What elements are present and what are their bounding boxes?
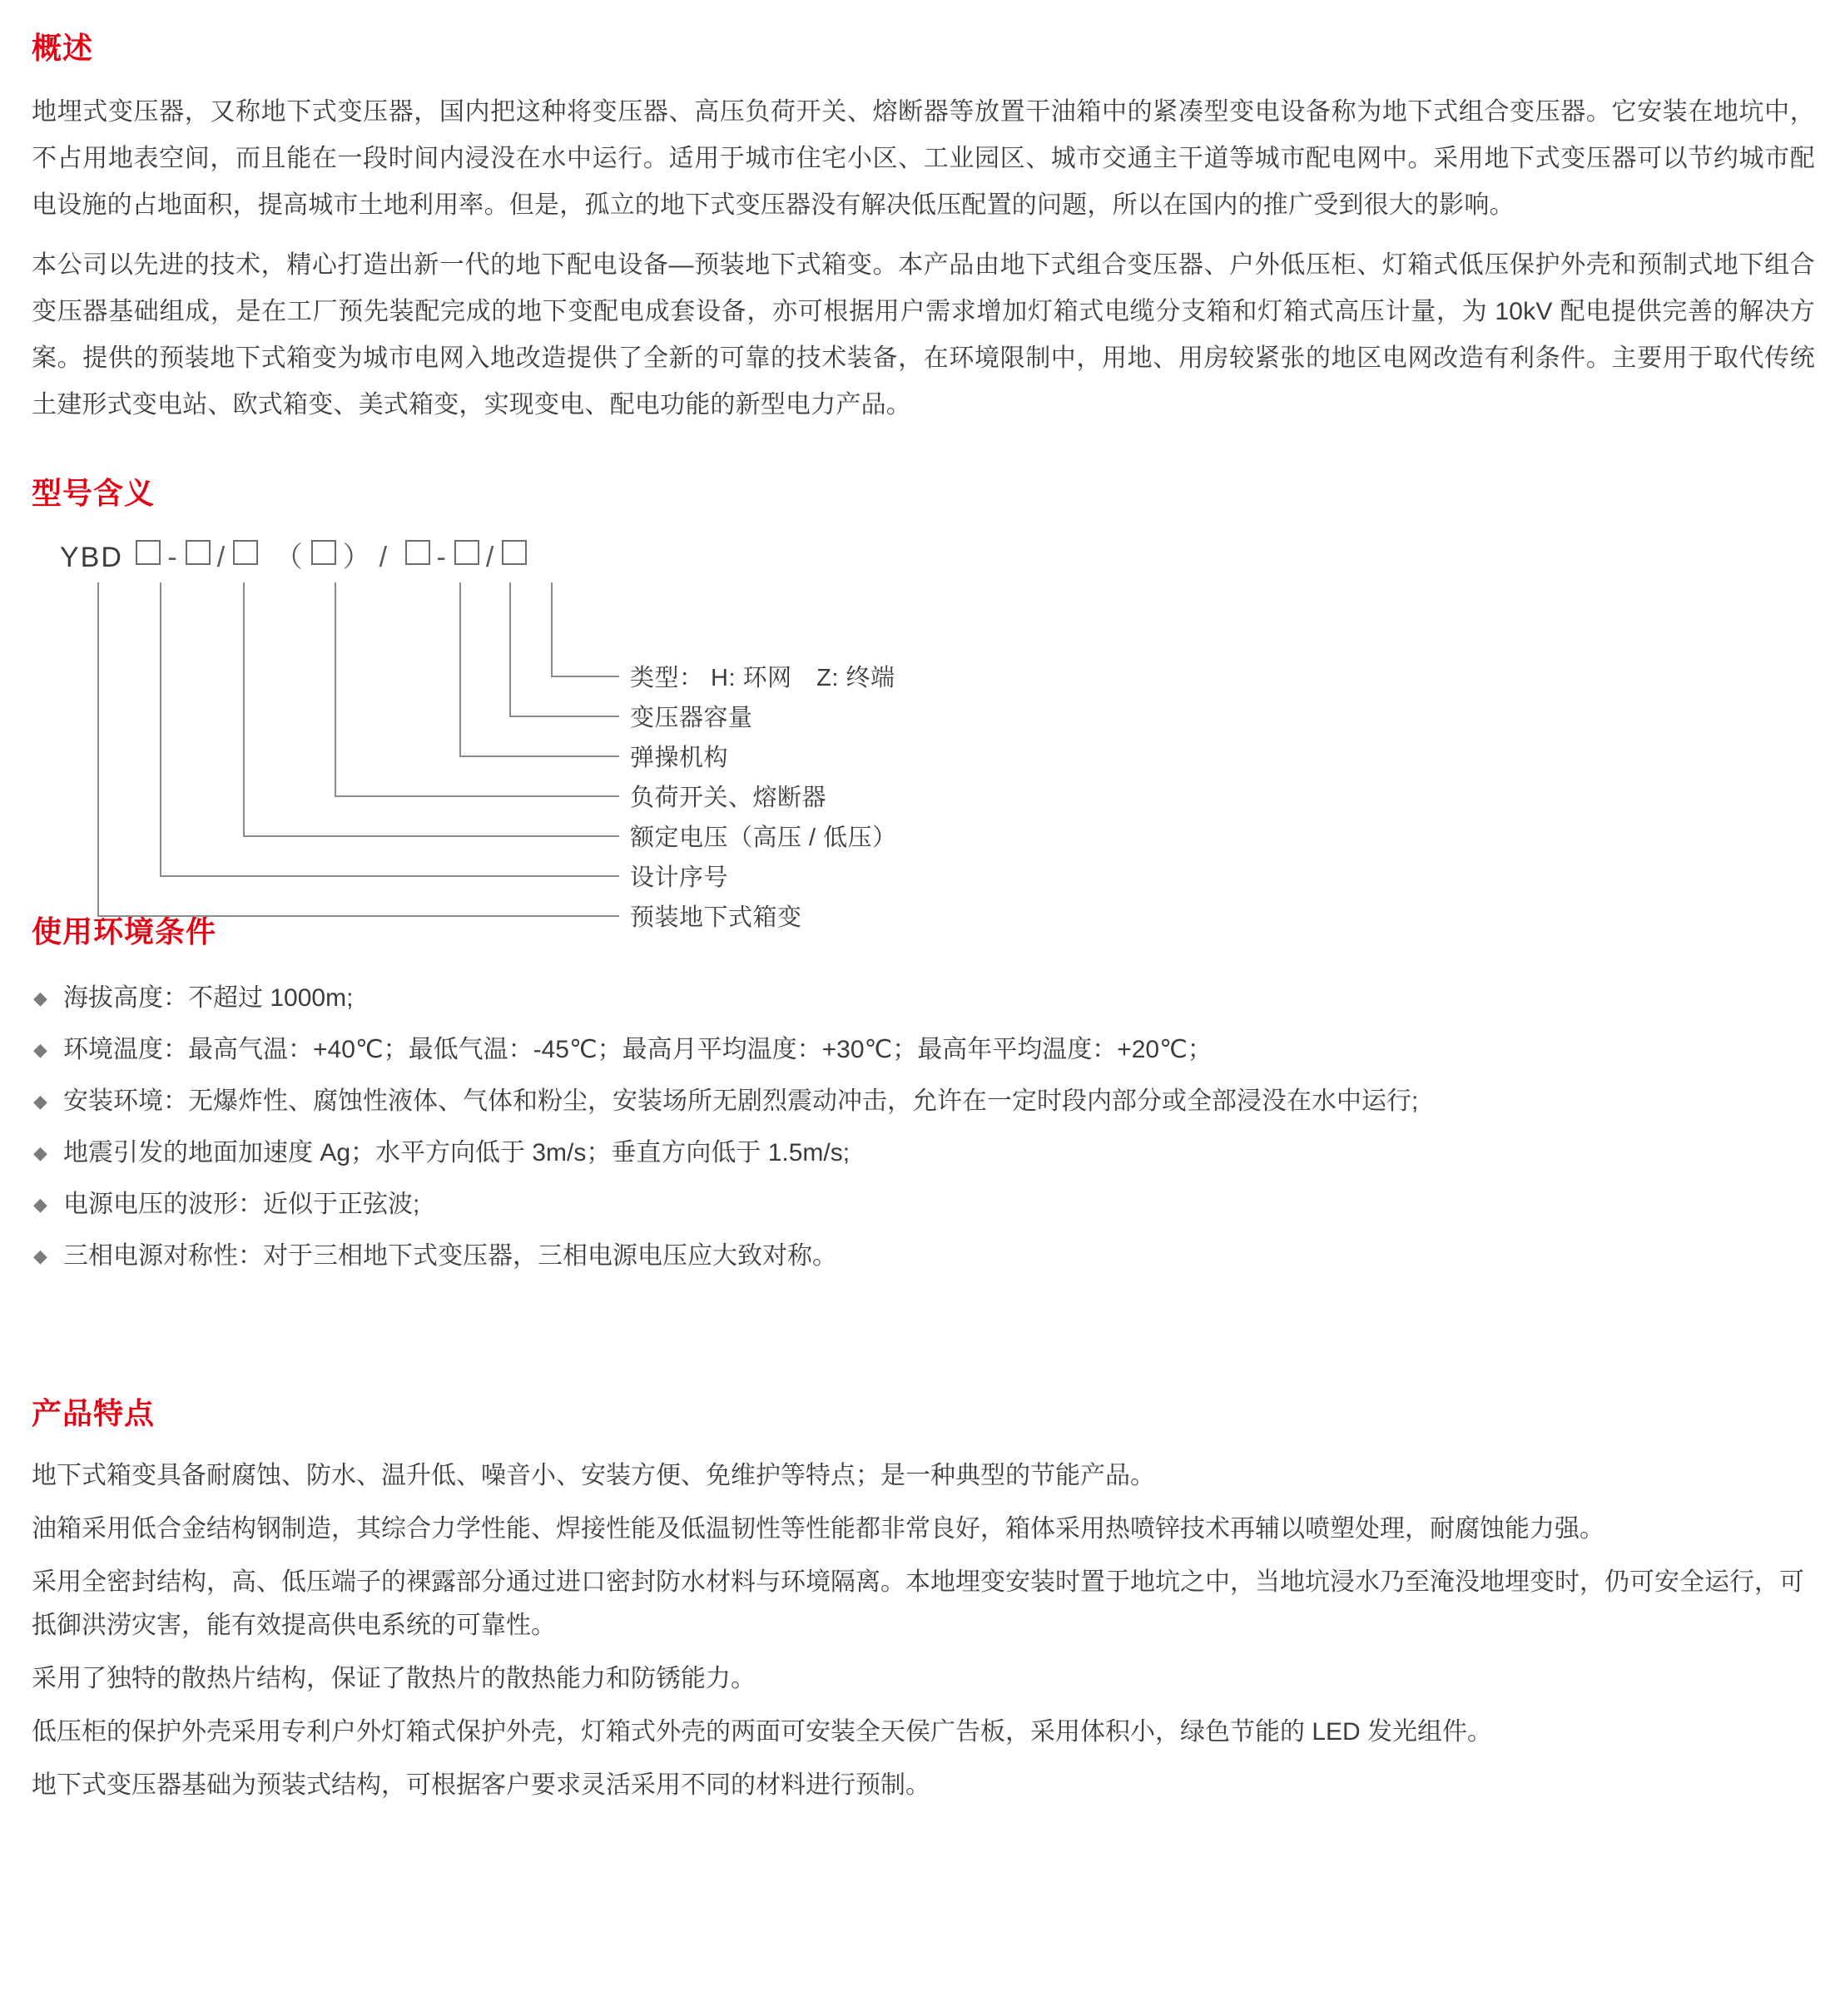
condition-text: 海拔高度：不超过 1000m; [63, 984, 354, 1012]
bullet-diamond-icon: ◆ [33, 988, 47, 1008]
model-legend-2: 变压器容量 [630, 705, 753, 731]
section-overview [32, 25, 1815, 428]
bullet-diamond-icon: ◆ [33, 1091, 47, 1112]
feature-paragraph-1: 地下式箱变具备耐腐蚀、防水、温升低、噪音小、安装方便、免维护等特点；是一种典型的节能产品。 [32, 1462, 1155, 1489]
list-item [32, 1231, 1815, 1282]
spacer [32, 1290, 1815, 1390]
feature-paragraph-4: 采用了独特的散热片结构，保证了散热片的散热能力和防锈能力。 [32, 1665, 756, 1692]
model-code-prefix: YBD [60, 542, 123, 573]
section-title-conditions: 使用环境条件 [32, 914, 217, 949]
model-legend-1: 类型： H: 环网 Z: 终端 [630, 665, 895, 691]
list-item [32, 1024, 1815, 1076]
bullet-diamond-icon: ◆ [33, 1039, 47, 1060]
feature-paragraph-3: 采用全密封结构，高、低压端子的裸露部分通过进口密封防水材料与环境隔离。本地埋变安装时置于地坑之中，当地坑浸水乃至淹没地埋变时，仍可安全运行，可抵御洪涝灾害，能有效提高供电系统的可靠性。 [32, 1568, 1804, 1639]
model-code-box-3 [233, 540, 258, 565]
section-title-model: 型号含义 [32, 476, 156, 510]
model-code-box-7 [502, 540, 527, 565]
model-legend-7: 预装地下式箱变 [630, 904, 802, 931]
condition-text: 安装环境：无爆炸性、腐蚀性液体、气体和粉尘，安装场所无剧烈震动冲击，允许在一定时段内部分或全部浸没在水中运行; [63, 1087, 1419, 1115]
feature-paragraph-6: 地下式变压器基础为预装式结构，可根据客户要求灵活采用不同的材料进行预制。 [32, 1771, 930, 1799]
feature-paragraph-2: 油箱采用低合金结构钢制造，其综合力学性能、焊接性能及低温韧性等性能都非常良好，箱体采用热喷锌技术再辅以喷塑处理，耐腐蚀能力强。 [32, 1515, 1604, 1543]
condition-text: 环境温度：最高气温：+40℃；最低气温：-45℃；最高月平均温度：+30℃；最高年平均温度：+20℃； [63, 1036, 1213, 1063]
model-designation-diagram [35, 534, 1808, 931]
section-conditions [32, 909, 1815, 1282]
model-code-box-4 [311, 540, 336, 565]
model-code-box-6 [454, 540, 479, 565]
condition-text: 地震引发的地面加速度 Ag；水平方向低于 3m/s；垂直方向低于 1.5m/s; [63, 1139, 851, 1167]
spacer [32, 442, 1815, 470]
bullet-diamond-icon: ◆ [33, 1142, 47, 1163]
leader-line-7 [97, 582, 619, 917]
overview-paragraph-1: 地埋式变压器，又称地下式变压器，国内把这种将变压器、高压负荷开关、熔断器等放置干油箱中的紧凑型变电设备称为地下式组合变压器。它安装在地坑中，不占用地表空间，而且能在一段时间内浸没在水中运行。适用于城市住宅小区、工业园区、城市交通主干道等城市配电网中。采用地下式变压器可以节约城市配电设施的占地面积，提高城市土地利用率。但是，孤立的地下式变压器没有解决低压配置的问题，所以在国内的推广受到很大的影响。 [32, 98, 1815, 219]
model-legend-3: 弹操机构 [630, 745, 729, 771]
list-item [32, 973, 1815, 1024]
feature-paragraph-5: 低压柜的保护外壳采用专利户外灯箱式保护外壳，灯箱式外壳的两面可安装全天侯广告板，采用体积小，绿色节能的 LED 发光组件。 [32, 1718, 1493, 1746]
model-code-box-1 [136, 540, 161, 565]
condition-text: 电源电压的波形：近似于正弦波; [63, 1191, 420, 1218]
model-legend-5: 额定电压（高压 / 低压） [630, 825, 897, 851]
model-code-box-2 [186, 540, 211, 565]
condition-text: 三相电源对称性：对于三相地下式变压器，三相电源电压应大致对称。 [63, 1242, 837, 1270]
section-title-features: 产品特点 [32, 1396, 156, 1430]
bullet-diamond-icon: ◆ [33, 1246, 47, 1266]
section-title-overview: 概述 [32, 31, 94, 65]
overview-paragraph-2: 本公司以先进的技术，精心打造出新一代的地下配电设备—预装地下式箱变。本产品由地下式组合变压器、户外低压柜、灯箱式低压保护外壳和预制式地下组合变压器基础组成，是在工厂预先装配完成的地下变配电成套设备，亦可根据用户需求增加灯箱式电缆分支箱和灯箱式高压计量，为 10kV 配电提供完善的解决方案。提供的预装地下式箱变为城市电网入地改造提供了全新的可靠的技术装备，在环境限制中，用地、用房较紧张的地区电网改造有利条件。主要用于取代传统土建形式变电站、欧式箱变、美式箱变，实现变电、配电功能的新型电力产品。 [32, 251, 1815, 419]
conditions-list [32, 973, 1815, 1282]
model-legend-6: 设计序号 [630, 864, 729, 891]
list-item [32, 1179, 1815, 1231]
section-model [32, 470, 1815, 931]
list-item [32, 1076, 1815, 1127]
model-code-box-5 [405, 540, 430, 565]
bullet-diamond-icon: ◆ [33, 1194, 47, 1215]
model-legend-4: 负荷开关、熔断器 [630, 785, 827, 811]
list-item [32, 1127, 1815, 1179]
model-code-line: YBD - / （ ） / - / [60, 534, 530, 575]
section-features [32, 1390, 1815, 1807]
